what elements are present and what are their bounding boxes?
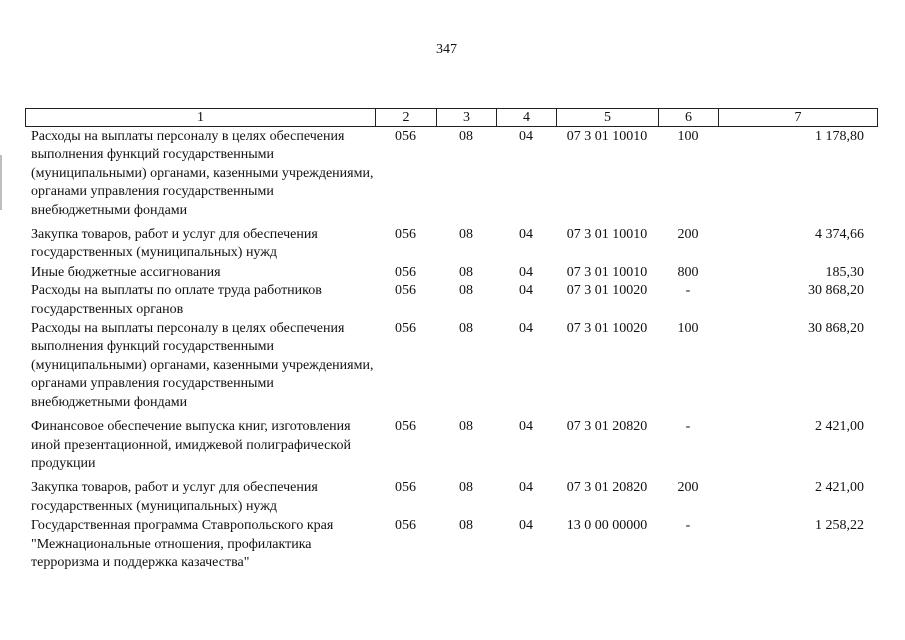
expense-name: Расходы на выплаты по оплате труда работников государственных органов: [31, 283, 322, 317]
expense-type-code: 100: [677, 321, 699, 337]
table-row: [25, 226, 877, 263]
ministry-code: 056: [395, 264, 416, 280]
amount: 4 374,66: [815, 227, 864, 243]
subsection-code: 04: [519, 480, 533, 496]
ministry-code: 056: [395, 129, 416, 144]
amount: 30 868,20: [808, 283, 864, 299]
table-row: [25, 320, 877, 412]
target-article-code: 07 3 01 10010: [566, 264, 648, 280]
expense-type-code: 200: [677, 227, 699, 243]
section-code: 08: [459, 283, 473, 299]
expense-name: Финансовое обеспечение выпуска книг, изготовления иной презентационной, имиджевой полиграфической продукции: [31, 419, 351, 471]
ministry-code: 056: [395, 518, 416, 534]
table-row: [25, 264, 877, 282]
expense-name: Расходы на выплаты персоналу в целях обеспечения выполнения функций государственными (муниципальными) органами, казенными учреждениями, органами управления государственными внебюджетными фондами: [31, 129, 374, 218]
ministry-code: 056: [395, 283, 416, 299]
subsection-code: 04: [519, 264, 533, 280]
scan-edge-mark: [0, 155, 2, 210]
expense-name: Государственная программа Ставропольского края "Межнациональные отношения, профилактика терроризма и поддержка казачества": [31, 518, 334, 570]
budget-rows: [25, 128, 877, 572]
expense-name: Закупка товаров, работ и услуг для обеспечения государственных (муниципальных) нужд: [31, 480, 318, 514]
section-code: 08: [459, 480, 473, 496]
table-row: [25, 517, 877, 572]
table-row: [25, 128, 877, 220]
expense-name: Иные бюджетные ассигнования: [31, 264, 221, 280]
amount: 2 421,00: [815, 480, 864, 496]
ministry-code: 056: [395, 321, 416, 337]
table-row: [25, 282, 877, 319]
column-header-5: 5: [557, 109, 659, 127]
column-header-row: [26, 109, 878, 127]
target-article-code: 13 0 00 00000: [566, 518, 648, 534]
column-header-1: 1: [26, 109, 376, 127]
section-code: 08: [459, 321, 473, 337]
ministry-code: 056: [395, 419, 416, 435]
subsection-code: 04: [519, 283, 533, 299]
expense-type-code: 200: [677, 480, 699, 496]
column-header-7: 7: [719, 109, 878, 127]
subsection-code: 04: [519, 419, 533, 435]
ministry-code: 056: [395, 480, 416, 496]
target-article-code: 07 3 01 10020: [566, 283, 648, 299]
section-code: 08: [459, 227, 473, 243]
expense-name: Закупка товаров, работ и услуг для обеспечения государственных (муниципальных) нужд: [31, 227, 318, 261]
amount: 185,30: [825, 264, 864, 280]
amount: 30 868,20: [808, 321, 864, 337]
subsection-code: 04: [519, 129, 533, 144]
section-code: 08: [459, 518, 473, 534]
page-number: 347: [436, 42, 457, 57]
table-row: [25, 418, 877, 473]
subsection-code: 04: [519, 518, 533, 534]
column-header-6: 6: [659, 109, 719, 127]
expense-type-code: -: [685, 283, 691, 299]
expense-type-code: 100: [677, 129, 699, 144]
amount: 1 258,22: [815, 518, 864, 534]
target-article-code: 07 3 01 20820: [566, 419, 648, 435]
target-article-code: 07 3 01 10010: [566, 227, 648, 243]
amount: 2 421,00: [815, 419, 864, 435]
expense-type-code: -: [685, 419, 691, 435]
amount: 1 178,80: [815, 129, 864, 144]
expense-type-code: 800: [677, 264, 699, 280]
column-header-2: 2: [376, 109, 437, 127]
table-row: [25, 479, 877, 516]
column-header-table: [25, 108, 878, 127]
subsection-code: 04: [519, 321, 533, 337]
expense-name: Расходы на выплаты персоналу в целях обеспечения выполнения функций государственными (муниципальными) органами, казенными учреждениями, органами управления государственными внебюджетными фондами: [31, 321, 374, 410]
expense-type-code: -: [685, 518, 691, 534]
ministry-code: 056: [395, 227, 416, 243]
section-code: 08: [459, 264, 473, 280]
section-code: 08: [459, 419, 473, 435]
subsection-code: 04: [519, 227, 533, 243]
target-article-code: 07 3 01 10010: [566, 129, 648, 144]
section-code: 08: [459, 129, 473, 144]
column-header-3: 3: [437, 109, 497, 127]
column-header-4: 4: [497, 109, 557, 127]
target-article-code: 07 3 01 10020: [566, 321, 648, 337]
target-article-code: 07 3 01 20820: [566, 480, 648, 496]
